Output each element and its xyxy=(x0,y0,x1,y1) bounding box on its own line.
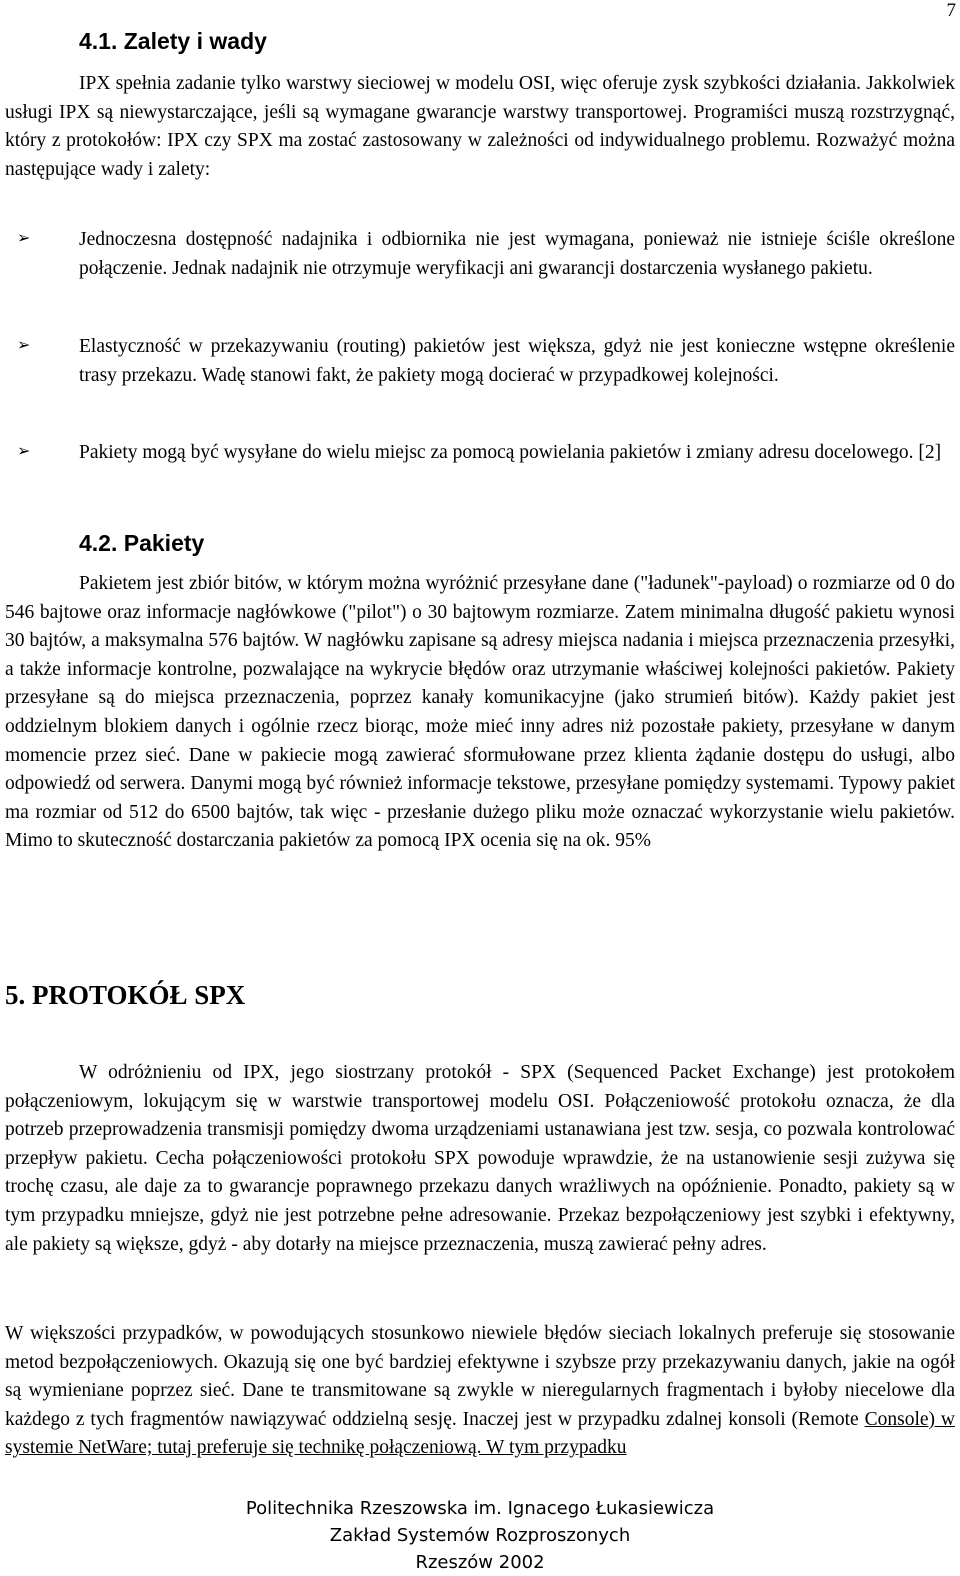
section-5-paragraph-1: W odróżnieniu od IPX, jego siostrzany protokół - SPX (Sequenced Packet Exchange) jest protokołem połączeniowym, lokującym się w warstwie transportowej modelu OSI. Połączeniowość protokołu oznacza, że dla potrzeb przeprowadzenia transmisji pomiędzy dwoma urządzeniami ustanawiana jest tzw. sesja, co pozwala kontrolować przepływ pakietu. Cecha połączeniowości protokołu SPX powoduje wprawdzie, że na ustanowienie sesji zużywa się trochę czasu, ale daje za to gwarancje poprawnego przekazu danych wrażliwych na opóźnienie. Ponadto, pakiety są w tym przypadku mniejsze, gdyż nie jest potrzebne pełne adresowanie. Przekaz bezpołączeniowy jest szybki i efektywny, ale pakiety są większe, gdyż - aby dotarły na miejsce przeznaczenia, muszą zawierać pełny adres. xyxy=(5,1062,955,1255)
list-item-text: Pakiety mogą być wysyłane do wielu miejsc za pomocą powielania pakietów i zmiany adresu docelowego. [2] xyxy=(79,442,942,463)
list-item-text: Jednoczesna dostępność nadajnika i odbiornika nie jest wymagana, ponieważ nie istnieje ściśle określone połączenie. Jednak nadajnik nie otrzymuje weryfikacji ani gwarancji dostarczenia wysłanego pakietu. xyxy=(79,229,955,279)
section-heading-4-1: 4.1. Zalety i wady xyxy=(79,28,267,54)
paragraph-text: W większości przypadków, w powodujących stosunkowo niewiele błędów sieciach lokalnych preferuje się stosowanie metod bezpołączeniowych. Okazują się one być bardziej efektywne i szybsze przy przekazywaniu danych, jakie na ogół są wymieniane poprzez sieć. Dane te transmitowane są zwykle w nieregularnych fragmentach i byłoby niecelowe dla każdego z tych fragmentów nawiązywać oddzielną sesję. Inaczej jest w przypadku zdalnej konsoli (Remote xyxy=(5,1323,955,1430)
footer-place-year: Rzeszów 2002 xyxy=(415,1552,545,1573)
footer-university: Politechnika Rzeszowska im. Ignacego Łukasiewicza xyxy=(245,1498,715,1519)
list-item-text: Elastyczność w przekazywaniu (routing) pakietów jest większa, gdyż nie jest konieczne wstępne określenie trasy przekazu. Wadę stanowi fakt, że pakiety mogą docierać w przypadkowej kolejności. xyxy=(79,336,955,386)
arrow-bullet-icon: ➢ xyxy=(17,335,31,354)
footer-department: Zakład Systemów Rozproszonych xyxy=(329,1525,631,1546)
section-heading-4-2: 4.2. Pakiety xyxy=(79,530,205,556)
arrow-bullet-icon: ➢ xyxy=(17,228,31,247)
section-heading-5: 5. PROTOKÓŁ SPX xyxy=(5,980,246,1010)
section-4-1-intro: IPX spełnia zadanie tylko warstwy sieciowej w modelu OSI, więc oferuje zysk szybkości działania. Jakkolwiek usługi IPX są niewystarczające, jeśli są wymagane gwarancje warstwy transportowej. Programiści muszą rozstrzygnąć, który z protokołów: IPX czy SPX ma zostać zastosowany w zależności od indywidualnego problemu. Rozważyć można następujące wady i zalety: xyxy=(5,73,955,180)
page-number: 7 xyxy=(946,0,956,21)
section-5-paragraph-2 xyxy=(5,1320,955,1463)
arrow-bullet-icon: ➢ xyxy=(17,441,31,460)
page-footer xyxy=(0,1495,960,1576)
underlined-text: Console) w systemie NetWare; tutaj preferuje się technikę połączeniową. W tym przypadku xyxy=(5,1408,956,1459)
section-4-2-body: Pakietem jest zbiór bitów, w którym można wyróżnić przesyłane dane ("ładunek"-payload) o rozmiarze od 0 do 546 bajtowe oraz informacje nagłówkowe ("pilot") o 30 bajtowym rozmiarze. Zatem minimalna długość pakietu wynosi 30 bajtów, a maksymalna 576 bajtów. W nagłówku zapisane są adresy miejsca nadania i miejsca przeznaczenia przesyłki, a także informacje kontrolne, pozwalające na wykrycie błędów oraz utrzymanie właściwej kolejności pakietów. Pakiety przesyłane są do miejsca przeznaczenia, poprzez kanały komunikacyjne (jako strumień bitów). Każdy pakiet jest oddzielnym blokiem danych i ogólnie rzecz biorąc, może mieć inny adres niż pozostałe pakiety, przesyłane w danym momencie przez sieć. Dane w pakiecie mogą zawierać sformułowane przez klienta żądanie dostępu do usługi, albo odpowiedź od serwera. Danymi mogą być również informacje tekstowe, przesyłane pomiędzy systemami. Typowy pakiet ma rozmiar od 512 do 6500 bajtów, tak więc - przesłanie dużego pliku może oznaczać wykorzystanie wielu pakietów. Mimo to skuteczność dostarczania pakietów za pomocą IPX ocenia się na ok. 95% xyxy=(5,573,955,852)
